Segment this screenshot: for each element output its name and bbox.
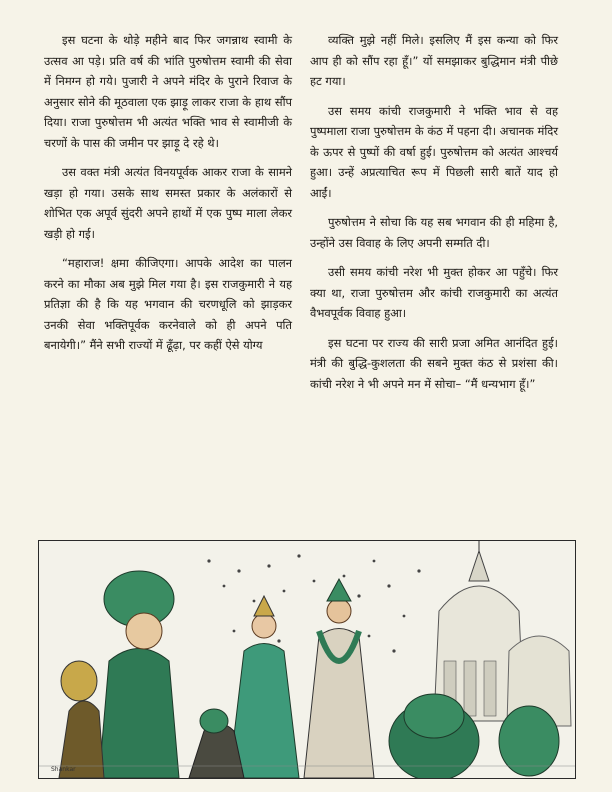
paragraph-7: उसी समय कांची नरेश भी मुक्त होकर आ पहुँचे। फिर क्या था, राजा पुरुषोत्तम और कांची राजकुमारी का अत्यंत वैभवपूर्वक विवाह हुआ। [310,265,558,320]
artist-signature: Shankar [51,766,76,773]
wedding-illustration [38,540,576,779]
illustration-artwork [39,541,575,778]
text-column-right [310,30,558,403]
paragraph-1: इस घटना के थोड़े महीने बाद फिर जगन्नाथ स्वामी के उत्सव आ पड़े। प्रति वर्ष की भांति पुरुषोत्तम स्वामी की सेवा में निमग्न हो गये। पुजारी ने अपने मंदिर के पुराने रिवाज के अनुसार सोने की मूठवाला एक झाड़ू लाकर राजा के हाथ सौंप दिया। राजा पुरुषोत्तम भी अत्यंत भक्ति भाव से स्वामीजी के चरणों के पास की जमीन पर झाड़ू दे रहे थे। [44,33,292,150]
paragraph-8: इस घटना पर राज्य की सारी प्रजा अमित आनंदित हुई। मंत्री की बुद्धि-कुशलता की सबने मुक्त कंठ से प्रशंसा की। कांची नरेश ने भी अपने मन में सोचा– “मैं धन्यभाग हूँ।” [310,335,558,391]
paragraph-5: उस समय कांची राजकुमारी ने भक्ति भाव से वह पुष्पमाला राजा पुरुषोत्तम के कंठ में पहना दी। अचानक मंदिर के ऊपर से पुष्पों की वर्षा हुई। पुरुषोत्तम को अत्यंत आश्चर्य हुआ। उन्हें अप्रत्याचित रूप में पिछली सारी बातें याद हो आईं। [310,103,558,200]
paragraph-3: “महाराज! क्षमा कीजिएगा। आपके आदेश का पालन करने का मौका अब मुझे मिल गया है। इस राजकुमारी ने यह प्रतिज्ञा की है कि यह भगवान की चरणधूलि को झाड़कर उनकी सेवा भक्तिपूर्वक करनेवाले को ही अपने पति बनायेगी।” मैंने सभी राज्यों में ढूँढ़ा, पर कहीं ऐसे योग्य [44,256,292,352]
paragraph-6: पुरुषोत्तम ने सोचा कि यह सब भगवान की ही महिमा है, उन्होंने उस विवाह के लिए अपनी सम्मति दी। [310,215,558,250]
paragraph-4: व्यक्ति मुझे नहीं मिले। इसलिए मैं इस कन्या को फिर आप ही को सौंप रहा हूँ।” यों समझाकर बुद्धिमान मंत्री पीछे हट गया। [310,33,558,88]
paragraph-2: उस वक्त मंत्री अत्यंत विनयपूर्वक आकर राजा के सामने खड़ा हो गया। उसके साथ समस्त प्रकार के अलंकारों से शोभित एक अपूर्व सुंदरी अपने हाथों में एक पुष्प माला लेकर खड़ी हो गई। [44,165,292,241]
text-column-left [44,30,292,365]
